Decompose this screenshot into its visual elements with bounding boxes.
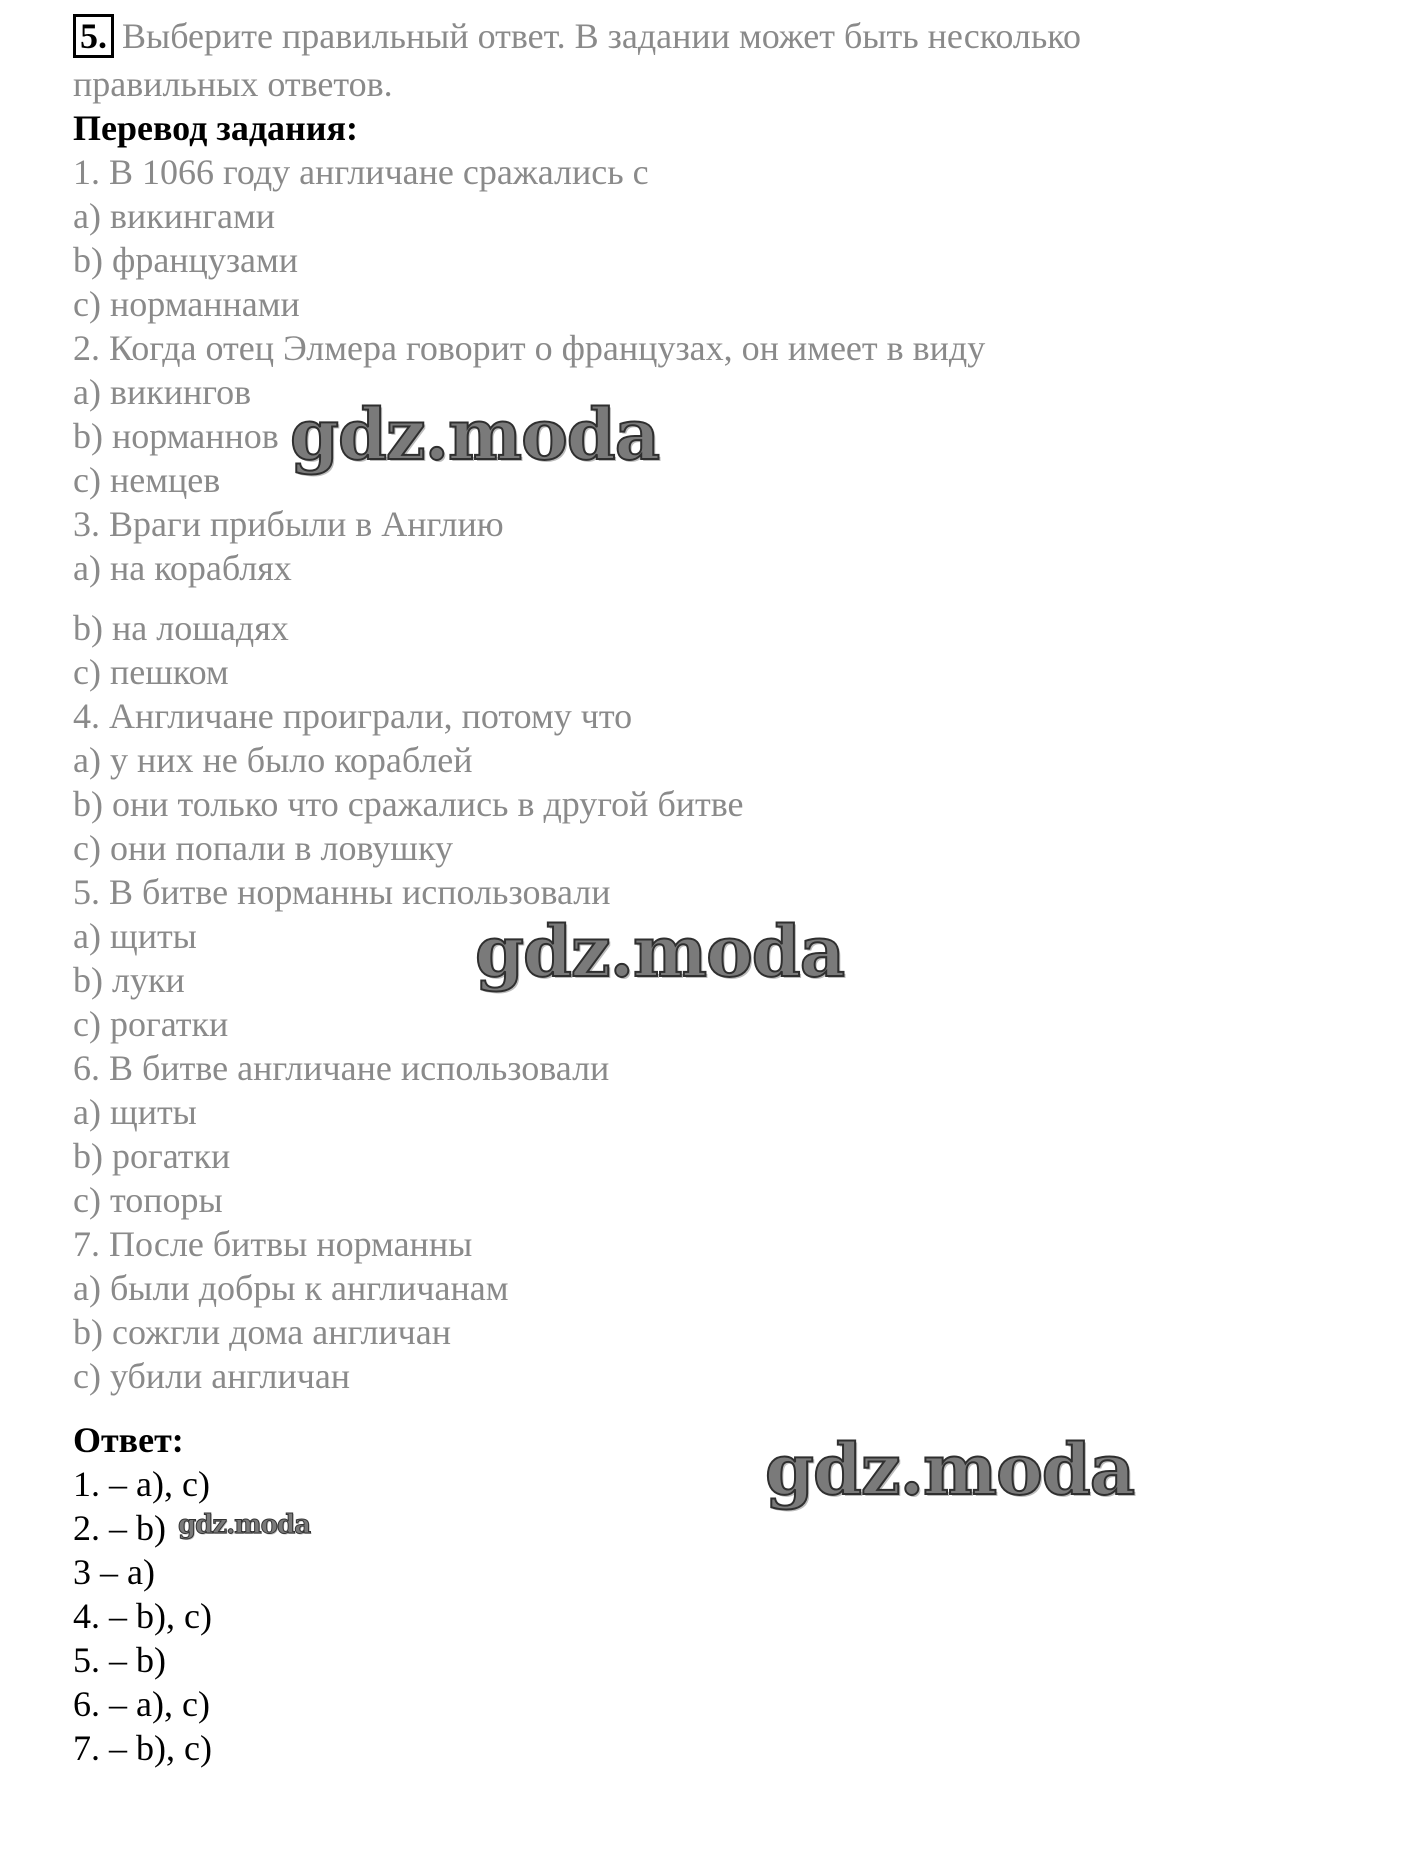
question-6-option-a: a) щиты <box>73 1092 197 1132</box>
question-2-option-b: b) норманнов <box>73 416 279 456</box>
question-6: 6. В битве англичане использовали <box>73 1048 610 1088</box>
question-3-option-b: b) на лошадях <box>73 608 289 648</box>
watermark-logo: gdz.moda <box>765 1428 1135 1511</box>
question-4-option-b: b) они только что сражались в другой битве <box>73 784 744 824</box>
question-5: 5. В битве норманны использовали <box>73 872 611 912</box>
question-3-option-c: c) пешком <box>73 652 229 692</box>
question-5-option-b: b) луки <box>73 960 185 1000</box>
answer-1: 1. – a), c) <box>73 1464 210 1504</box>
task-number: 5. <box>73 14 114 58</box>
question-2: 2. Когда отец Элмера говорит о французах, он имеет в виду <box>73 328 986 368</box>
task-instruction-text: Выберите правильный ответ. В задании может быть несколько <box>122 16 1081 56</box>
question-7: 7. После битвы норманны <box>73 1224 473 1264</box>
question-6-option-b: b) рогатки <box>73 1136 231 1176</box>
question-1-option-b: b) французами <box>73 240 299 280</box>
answer-2: 2. – b) <box>73 1508 166 1548</box>
question-7-option-b: b) сожгли дома англичан <box>73 1312 452 1352</box>
answer-3: 3 – a) <box>73 1552 155 1592</box>
question-4: 4. Англичане проиграли, потому что <box>73 696 633 736</box>
watermark-logo-small: gdz.moda <box>178 1510 311 1540</box>
watermark-logo: gdz.moda <box>290 393 660 476</box>
question-6-option-c: c) топоры <box>73 1180 223 1220</box>
answer-5: 5. – b) <box>73 1640 166 1680</box>
question-7-option-c: c) убили англичан <box>73 1356 351 1396</box>
question-3-option-a: a) на кораблях <box>73 548 292 588</box>
answer-7: 7. – b), c) <box>73 1728 212 1768</box>
answer-heading: Ответ: <box>73 1420 184 1460</box>
question-1-option-a: a) викингами <box>73 196 276 236</box>
task-instruction-line-2: правильных ответов. <box>73 64 393 104</box>
question-5-option-c: c) рогатки <box>73 1004 229 1044</box>
question-7-option-a: a) были добры к англичанам <box>73 1268 509 1308</box>
question-4-option-c: c) они попали в ловушку <box>73 828 453 868</box>
question-1: 1. В 1066 году англичане сражались с <box>73 152 649 192</box>
question-2-option-c: c) немцев <box>73 460 221 500</box>
question-2-option-a: a) викингов <box>73 372 252 412</box>
answer-4: 4. – b), c) <box>73 1596 212 1636</box>
translation-heading: Перевод задания: <box>73 108 358 148</box>
question-3: 3. Враги прибыли в Англию <box>73 504 504 544</box>
question-5-option-a: a) щиты <box>73 916 197 956</box>
question-1-option-c: c) норманнами <box>73 284 300 324</box>
watermark-logo: gdz.moda <box>475 910 845 993</box>
question-4-option-a: a) у них не было кораблей <box>73 740 473 780</box>
answer-6: 6. – a), c) <box>73 1684 210 1724</box>
task-instruction-line-1 <box>73 14 1081 58</box>
